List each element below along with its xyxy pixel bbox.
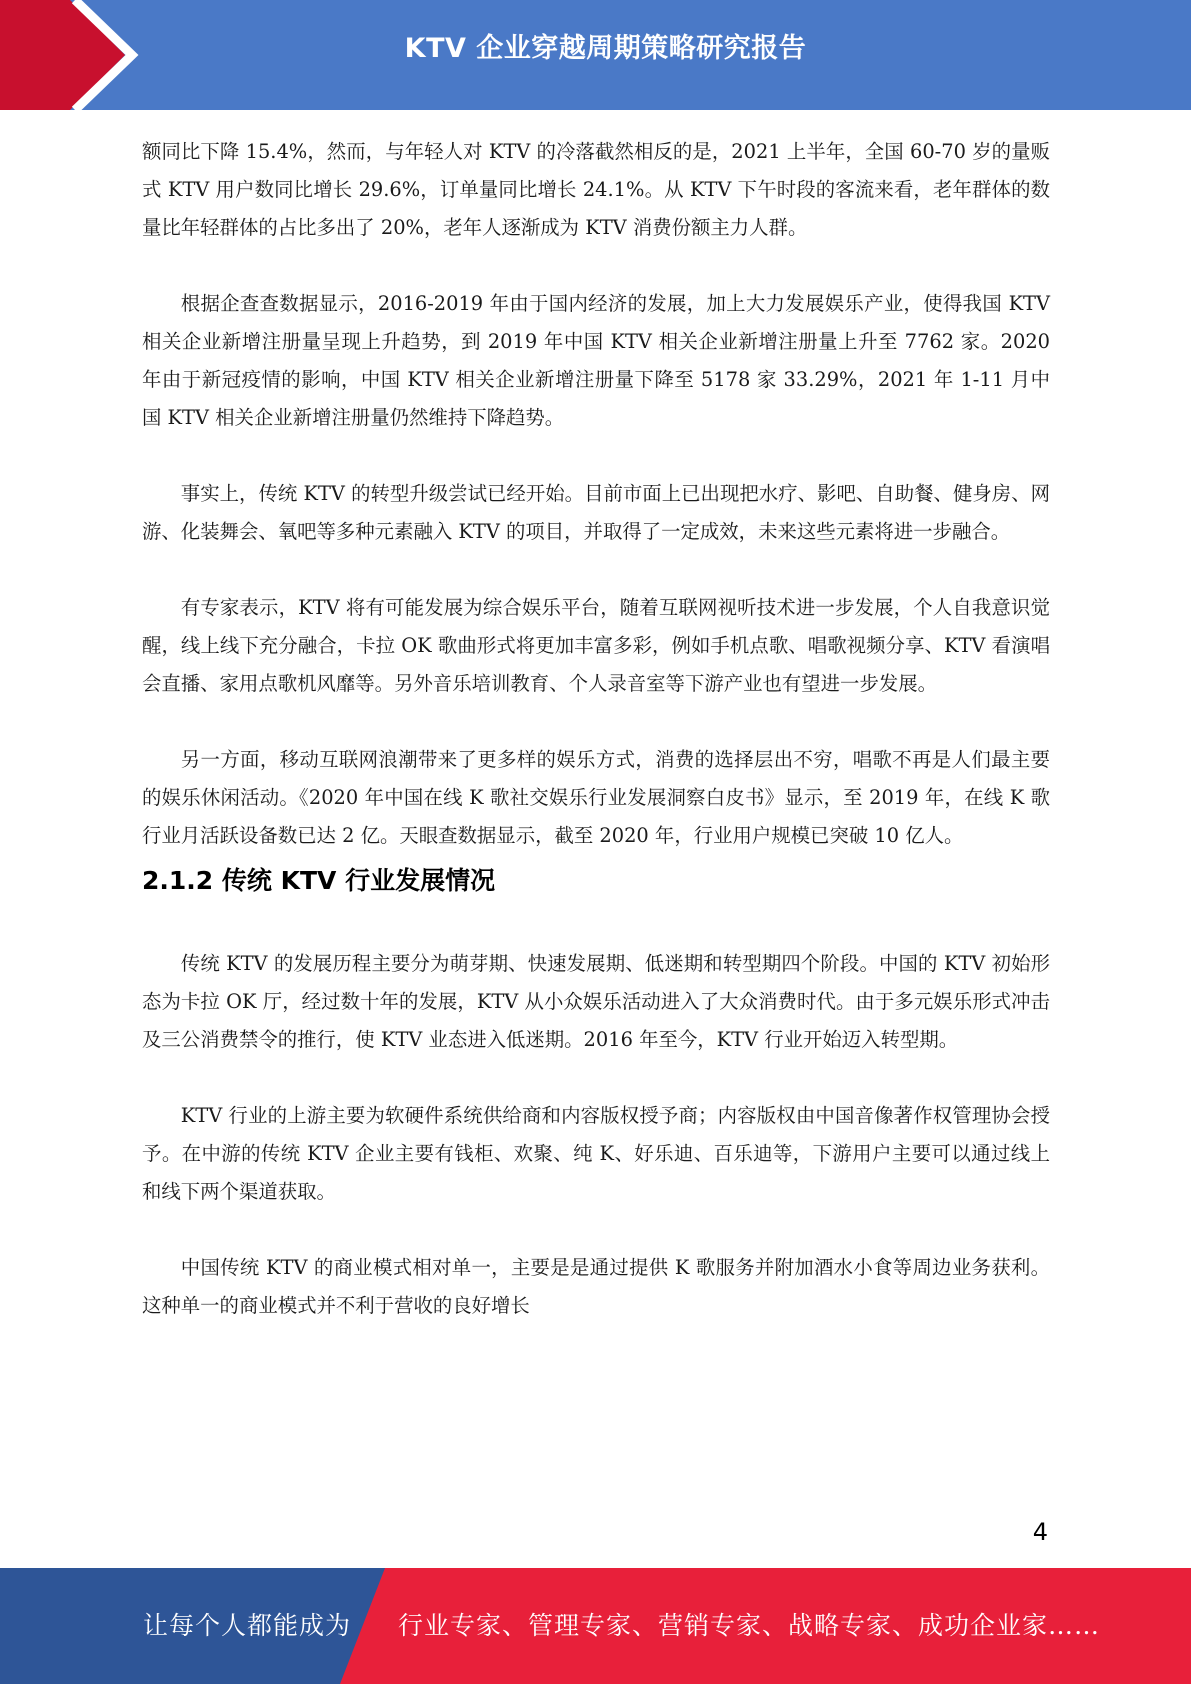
page-number: 4	[1032, 1518, 1048, 1546]
paragraph: 另一方面，移动互联网浪潮带来了更多样的娱乐方式，消费的选择层出不穷，唱歌不再是人们最主要的娱乐休闲活动。《2020 年中国在线 K 歌社交娱乐行业发展洞察白皮书》显示，至 2019 年，在线 K 歌行业月活跃设备数已达 2 亿。天眼查数据显示，截至 2020 年，行业用户规模已突破 10 亿人。	[142, 748, 1050, 847]
section-heading: 2.1.2 传统 KTV 行业发展情况	[142, 866, 496, 895]
page-header	[0, 0, 1191, 110]
paragraph: 额同比下降 15.4%，然而，与年轻人对 KTV 的冷落截然相反的是，2021 上半年，全国 60-70 岁的量贩式 KTV 用户数同比增长 29.6%，订单量同比增长 24.1%。从 KTV 下午时段的客流来看，老年群体的数量比年轻群体的占比多出了 20%，老年人逐渐成为 KTV 消费份额主力人群。	[142, 140, 1050, 239]
paragraph: 事实上，传统 KTV 的转型升级尝试已经开始。目前市面上已出现把水疗、影吧、自助餐、健身房、网游、化装舞会、氧吧等多种元素融入 KTV 的项目，并取得了一定成效，未来这些元素将进一步融合。	[142, 482, 1050, 543]
report-title: KTV 企业穿越周期策略研究报告	[404, 33, 807, 64]
paragraph: 中国传统 KTV 的商业模式相对单一，主要是是通过提供 K 歌服务并附加酒水小食等周边业务获利。这种单一的商业模式并不利于营收的良好增长	[142, 1256, 1050, 1317]
paragraph: KTV 行业的上游主要为软硬件系统供给商和内容版权授予商；内容版权由中国音像著作权管理协会授予。在中游的传统 KTV 企业主要有钱柜、欢聚、纯 K、好乐迪、百乐迪等，下游用户主要可以通过线上和线下两个渠道获取。	[142, 1104, 1050, 1203]
page-content	[142, 133, 1050, 1325]
footer-slogan-left: 让每个人都能成为	[143, 1611, 352, 1640]
paragraph: 根据企查查数据显示，2016-2019 年由于国内经济的发展，加上大力发展娱乐产业，使得我国 KTV 相关企业新增注册量呈现上升趋势，到 2019 年中国 KTV 相关企业新增注册量上升至 7762 家。2020 年由于新冠疫情的影响，中国 KTV 相关企业新增注册量下降至 5178 家 33.29%，2021 年 1-11 月中国 KTV 相关企业新增注册量仍然维持下降趋势。	[142, 292, 1050, 429]
footer-slogan-right: 行业专家、管理专家、营销专家、战略专家、成功企业家……	[398, 1611, 1101, 1640]
paragraph: 有专家表示，KTV 将有可能发展为综合娱乐平台，随着互联网视听技术进一步发展，个人自我意识觉醒，线上线下充分融合，卡拉 OK 歌曲形式将更加丰富多彩，例如手机点歌、唱歌视频分享、KTV 看演唱会直播、家用点歌机风靡等。另外音乐培训教育、个人录音室等下游产业也有望进一步发展。	[142, 596, 1050, 695]
paragraph: 传统 KTV 的发展历程主要分为萌芽期、快速发展期、低迷期和转型期四个阶段。中国的 KTV 初始形态为卡拉 OK 厅，经过数十年的发展，KTV 从小众娱乐活动进入了大众消费时代。由于多元娱乐形式冲击及三公消费禁令的推行，使 KTV 业态进入低迷期。2016 年至今，KTV 行业开始迈入转型期。	[142, 952, 1050, 1051]
page-footer	[0, 1568, 1191, 1684]
